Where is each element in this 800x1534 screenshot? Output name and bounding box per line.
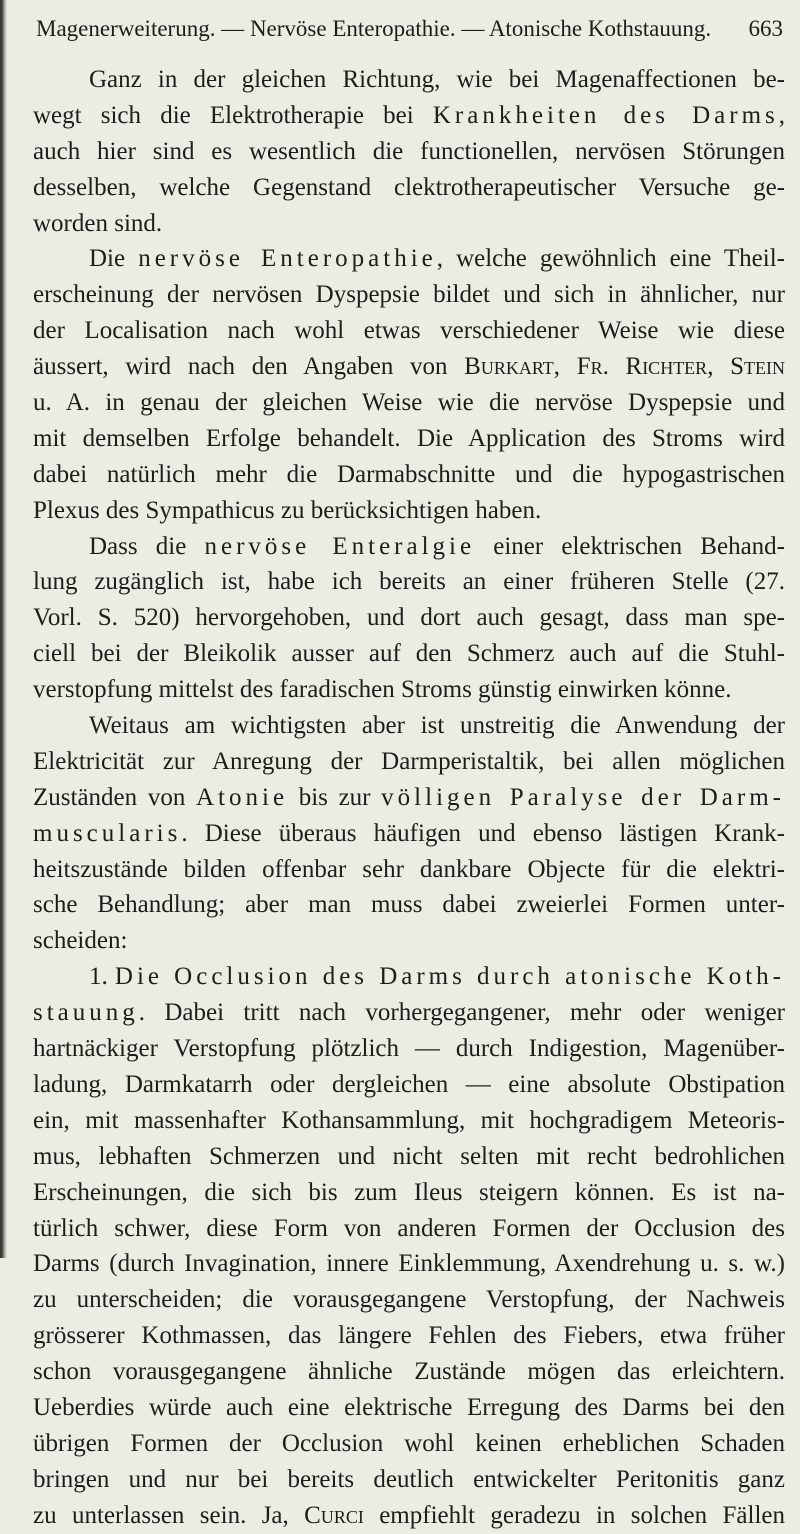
text-run: mus, lebhaften Schmerzen und nicht selten mit recht bedrohlichen <box>33 1142 785 1170</box>
text-run: grösserer Kothmassen, das längere Fehlen des Fiebers, etwa früher <box>33 1322 785 1350</box>
text-line <box>33 1246 785 1282</box>
text-run: 1. <box>89 963 115 991</box>
text-line <box>33 564 785 600</box>
text-run: desselben, welche Gegenstand clektrotherapeutischer Versuche ge- <box>33 173 785 201</box>
text-run: , <box>553 353 577 381</box>
page-number: 663 <box>748 16 783 41</box>
text-run: Vorl. S. 520) hervorgehoben, und dort auch gesagt, dass man spe- <box>33 604 785 632</box>
text-line <box>33 457 785 493</box>
text-line <box>33 62 785 98</box>
running-header <box>36 12 783 46</box>
text-line <box>33 816 785 852</box>
text-line <box>33 887 785 923</box>
text-run: schon vorausgegangene ähnliche Zustände mögen das erleichtern. <box>33 1358 785 1386</box>
text-line <box>33 170 785 206</box>
text-line <box>33 1175 785 1211</box>
body-text <box>33 62 785 1534</box>
text-line <box>33 959 785 995</box>
text-run: ladung, Darmkatarrh oder dergleichen — eine absolute Obstipation <box>33 1070 785 1098</box>
text-run: Weitaus am wichtigsten aber ist unstreitig die Anwendung der <box>89 712 785 740</box>
text-run: Ganz in der gleichen Richtung, wie bei Magenaffectionen be- <box>89 66 785 93</box>
text-line <box>33 1318 785 1354</box>
text-line <box>33 98 785 134</box>
emphasized-term: nervöse Enteralgie <box>204 532 476 560</box>
text-run: bis zur <box>288 783 382 811</box>
text-run: Ueberdies würde auch eine elektrische Erregung des Darms bei den <box>33 1393 785 1421</box>
text-run: wegt sich die Elektrotherapie bei <box>33 101 433 129</box>
text-line <box>33 780 785 816</box>
text-line <box>33 636 785 672</box>
text-line <box>33 313 785 349</box>
text-line <box>33 923 785 959</box>
text-run: türlich schwer, diese Form von anderen Formen der Occlusion des <box>33 1214 785 1242</box>
text-run: Darms (durch Invagination, innere Einklemmung, Axendrehung u. s. w.) <box>33 1250 785 1278</box>
text-line <box>33 708 785 744</box>
text-line <box>33 1390 785 1426</box>
text-run: scheiden: <box>33 927 128 955</box>
text-run: erscheinung der nervösen Dyspepsie bildet und sich in ähnlicher, nur <box>33 281 785 309</box>
text-run: u. A. in genau der gleichen Weise wie die nervöse Dyspepsie und <box>33 389 785 417</box>
author-name: Fr. Richter <box>576 353 708 381</box>
text-line <box>33 349 785 385</box>
author-name: Curci <box>304 1501 364 1529</box>
text-line <box>33 1139 785 1175</box>
text-run: . Diese überaus häufigen und ebenso lästigen Krank- <box>181 819 785 847</box>
text-run: , <box>778 101 785 129</box>
text-line <box>33 995 785 1031</box>
text-run: übrigen Formen der Occlusion wohl keinen erheblichen Schaden <box>33 1429 785 1457</box>
author-name: Burkart <box>464 353 554 381</box>
text-line <box>33 277 785 313</box>
page-binding-edge <box>0 0 7 1258</box>
text-run: . Dabei tritt nach vorhergegangener, mehr oder weniger <box>138 999 785 1027</box>
text-line <box>33 385 785 421</box>
text-run: dabei natürlich mehr die Darmabschnitte und die hypogastrischen <box>33 460 785 488</box>
author-name: Stein <box>730 353 785 381</box>
text-run: , welche gewöhnlich eine Theil- <box>436 245 785 273</box>
text-line <box>33 600 785 636</box>
text-line <box>33 529 785 565</box>
text-run: Plexus des Sympathicus zu berücksichtigen haben. <box>33 496 542 524</box>
text-run: Dass die <box>89 532 205 560</box>
text-run: mit demselben Erfolge behandelt. Die Application des Stroms wird <box>33 424 785 452</box>
text-run: heitszustände bilden offenbar sehr dankbare Objecte für die elektri- <box>33 855 785 883</box>
text-line <box>33 421 785 457</box>
text-run: äussert, wird nach den Angaben von <box>33 353 465 381</box>
text-line <box>33 1354 785 1390</box>
text-line <box>33 1067 785 1103</box>
text-line <box>33 672 785 708</box>
text-run: auch hier sind es wesentlich die functionellen, nervösen Störungen <box>33 137 785 165</box>
text-line <box>33 1211 785 1247</box>
text-run: Zuständen von <box>33 783 196 811</box>
text-line <box>33 1103 785 1139</box>
text-run: sche Behandlung; aber man muss dabei zweierlei Formen unter- <box>33 891 785 919</box>
emphasized-term: muscularis <box>33 819 182 847</box>
text-line <box>33 1282 785 1318</box>
running-title: Magenerweiterung. — Nervöse Enteropathie. — Atonische Kothstauung. <box>36 16 712 41</box>
emphasized-term: nervöse Enteropathie <box>138 245 437 273</box>
text-run: ein, mit massenhafter Kothansammlung, mit hochgradigem Meteoris- <box>33 1106 785 1134</box>
text-run: Die <box>89 245 139 273</box>
text-run: , <box>707 353 731 381</box>
text-line <box>33 744 785 780</box>
text-line <box>33 1426 785 1462</box>
emphasized-term: Die Occlusion des Darms durch atonische Koth- <box>114 963 785 991</box>
text-line <box>33 493 785 529</box>
text-run: zu unterlassen sein. Ja, <box>33 1501 305 1529</box>
text-line <box>33 1498 785 1534</box>
text-run: worden sind. <box>33 209 163 237</box>
text-run: Elektricität zur Anregung der Darmperistaltik, bei allen möglichen <box>33 747 785 775</box>
text-line <box>33 852 785 888</box>
emphasized-term: Krankheiten des Darms <box>432 101 779 129</box>
text-run: hartnäckiger Verstopfung plötzlich — durch Indigestion, Magenüber- <box>33 1035 785 1063</box>
emphasized-term: völligen Paralyse der Darm- <box>381 783 785 811</box>
emphasized-term: stauung <box>33 999 139 1027</box>
text-run: bringen und nur bei bereits deutlich entwickelter Peritonitis ganz <box>33 1465 785 1493</box>
text-line <box>33 134 785 170</box>
text-run: verstopfung mittelst des faradischen Stroms günstig einwirken könne. <box>33 676 732 704</box>
emphasized-term: Atonie <box>196 783 289 811</box>
text-line <box>33 241 785 277</box>
text-line <box>33 1031 785 1067</box>
text-run: zu unterscheiden; die vorausgegangene Verstopfung, der Nachweis <box>33 1286 785 1314</box>
text-run: einer elektrischen Behand- <box>475 532 785 560</box>
text-run: ciell bei der Bleikolik ausser auf den Schmerz auch auf die Stuhl- <box>33 640 785 668</box>
text-run: empfiehlt geradezu in solchen Fällen <box>363 1501 786 1529</box>
text-line <box>33 206 785 242</box>
text-run: Erscheinungen, die sich bis zum Ileus steigern können. Es ist na- <box>33 1178 785 1206</box>
text-run: der Localisation nach wohl etwas verschiedener Weise wie diese <box>33 317 785 345</box>
text-run: lung zugänglich ist, habe ich bereits an einer früheren Stelle (27. <box>33 568 785 596</box>
text-line <box>33 1462 785 1498</box>
